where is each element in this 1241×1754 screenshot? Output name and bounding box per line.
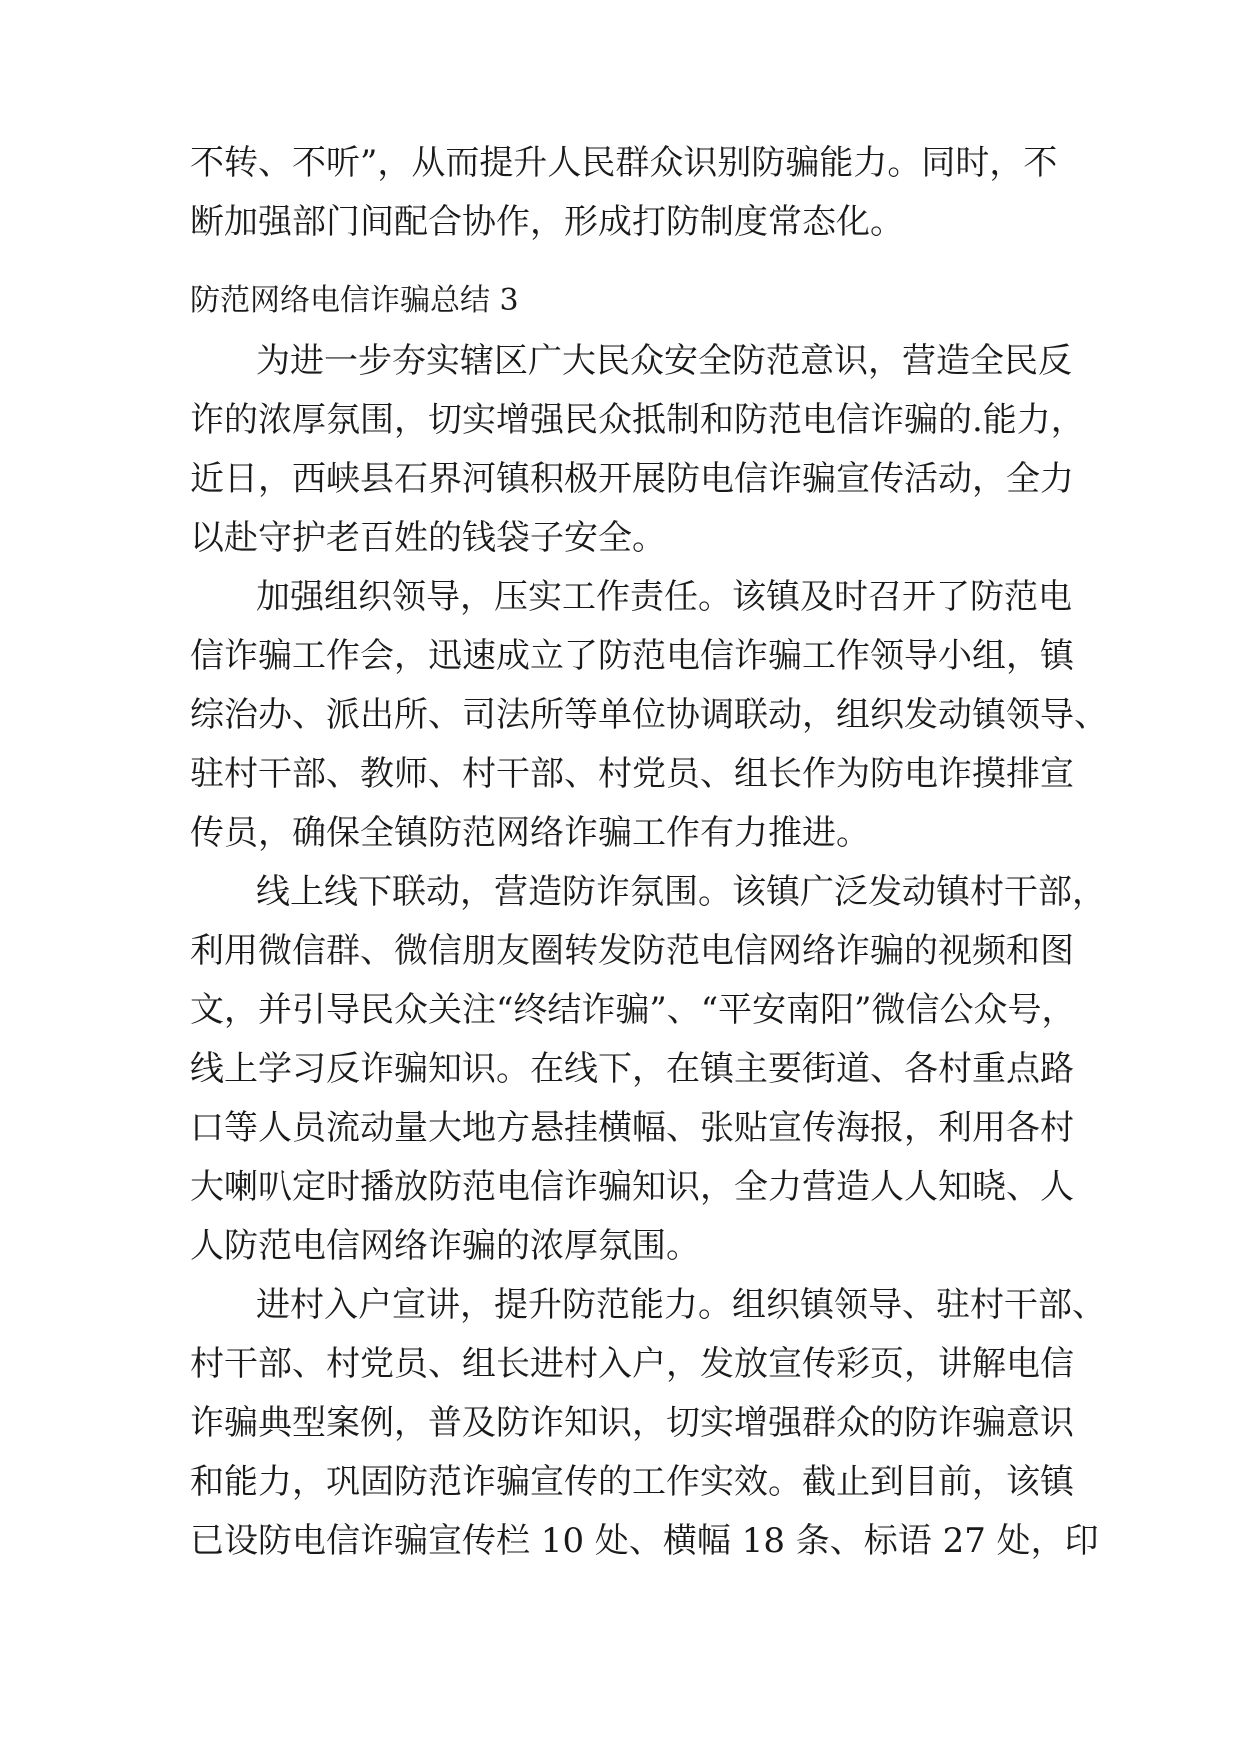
- paragraph-3-line-2: 利用微信群、微信朋友圈转发防范电信网络诈骗的视频和图: [190, 931, 1074, 971]
- paragraph-2-line-1: 加强组织领导，压实工作责任。该镇及时召开了防范电: [256, 577, 1072, 617]
- paragraph-4-line-5: 已设防电信诈骗宣传栏 10 处、横幅 18 条、标语 27 处，印: [190, 1521, 1099, 1561]
- paragraph-4-line-3: 诈骗典型案例，普及防诈知识，切实增强群众的防诈骗意识: [190, 1403, 1074, 1443]
- paragraph-2-line-2: 信诈骗工作会，迅速成立了防范电信诈骗工作领导小组，镇: [190, 636, 1074, 676]
- paragraph-2-line-3: 综治办、派出所、司法所等单位协调联动，组织发动镇领导、: [190, 695, 1108, 735]
- paragraph-3-line-4: 线上学习反诈骗知识。在线下，在镇主要街道、各村重点路: [190, 1049, 1074, 1089]
- paragraph-1-line-1: 为进一步夯实辖区广大民众安全防范意识，营造全民反: [256, 341, 1072, 381]
- paragraph-2-line-5: 传员，确保全镇防范网络诈骗工作有力推进。: [190, 813, 870, 853]
- paragraph-3-line-1: 线上线下联动，营造防诈氛围。该镇广泛发动镇村干部，: [256, 872, 1106, 912]
- paragraph-1-line-4: 以赴守护老百姓的钱袋子安全。: [190, 518, 666, 558]
- paragraph-1-line-3: 近日，西峡县石界河镇积极开展防电信诈骗宣传活动，全力: [190, 459, 1074, 499]
- paragraph-3-line-3: 文，并引导民众关注“终结诈骗”、“平安南阳”微信公众号，: [190, 990, 1076, 1030]
- paragraph-4-line-4: 和能力，巩固防范诈骗宣传的工作实效。截止到目前，该镇: [190, 1462, 1074, 1502]
- paragraph-4-line-1: 进村入户宣讲，提升防范能力。组织镇领导、驻村干部、: [256, 1285, 1106, 1325]
- paragraph-3-line-6: 大喇叭定时播放防范电信诈骗知识，全力营造人人知晓、人: [190, 1167, 1074, 1207]
- section-heading: 防范网络电信诈骗总结 3: [190, 283, 519, 318]
- paragraph-1-line-2: 诈的浓厚氛围，切实增强民众抵制和防范电信诈骗的.能力，: [190, 400, 1085, 440]
- continuation-line-1: 不转、不听”，从而提升人民群众识别防骗能力。同时，不: [190, 143, 1058, 183]
- continuation-line-2: 断加强部门间配合协作，形成打防制度常态化。: [190, 202, 904, 242]
- paragraph-2-line-4: 驻村干部、教师、村干部、村党员、组长作为防电诈摸排宣: [190, 754, 1074, 794]
- paragraph-4-line-2: 村干部、村党员、组长进村入户，发放宣传彩页，讲解电信: [190, 1344, 1074, 1384]
- paragraph-3-line-7: 人防范电信网络诈骗的浓厚氛围。: [190, 1226, 700, 1266]
- paragraph-3-line-5: 口等人员流动量大地方悬挂横幅、张贴宣传海报，利用各村: [190, 1108, 1074, 1148]
